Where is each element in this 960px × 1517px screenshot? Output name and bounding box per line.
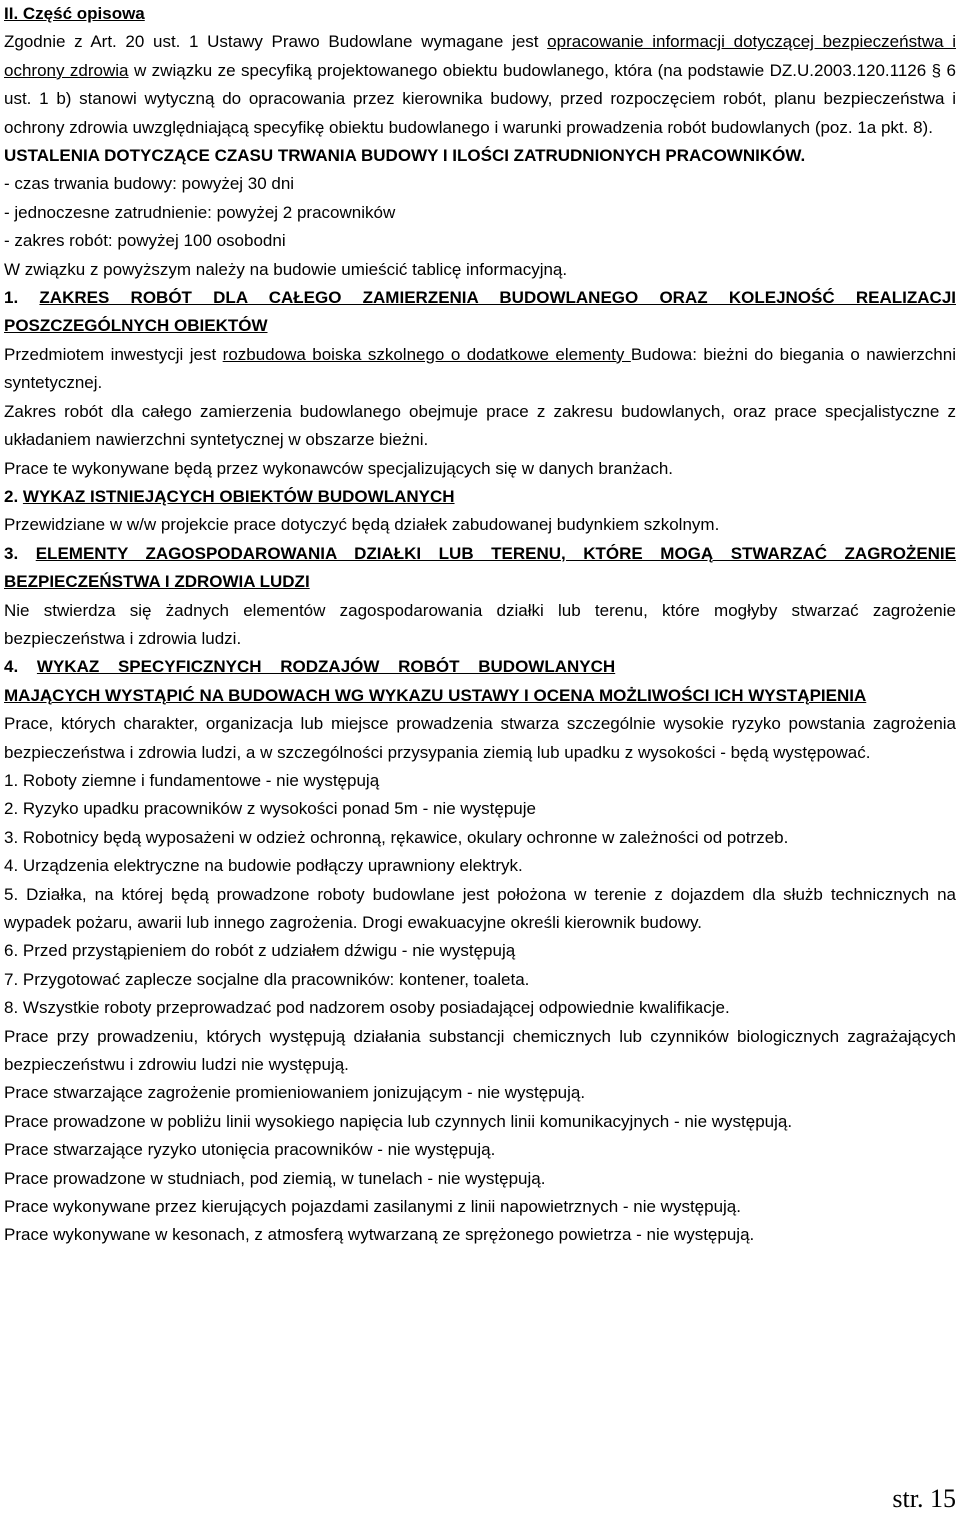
section-2-heading [4, 483, 956, 511]
closing-paragraph: Prace prowadzone w studniach, pod ziemią, w tunelach - nie występują. [4, 1168, 546, 1188]
list-item: 1. Roboty ziemne i fundamentowe - nie występują [4, 770, 380, 790]
list-item: 4. Urządzenia elektryczne na budowie podłączy uprawniony elektryk. [4, 856, 523, 876]
list-item: 5. Działka, na której będą prowadzone roboty budowlane jest położona w terenie z dojazdem dla służb technicznych na wypadek pożaru, awarii lub innego zagrożenia. Drogi ewakuacyjne określi kierownik budowy. [4, 884, 956, 932]
list-item: 2. Ryzyko upadku pracowników z wysokości ponad 5m - nie występuje [4, 799, 536, 819]
section-1-heading [4, 284, 956, 341]
section-4-title-line-1: WYKAZ SPECYFICZNYCH RODZAJÓW ROBÓT BUDOWLANYCH [36, 657, 616, 677]
section-title: II. Część opisowa [4, 4, 145, 23]
closing-paragraph: Prace wykonywane w kesonach, z atmosferą wytwarzaną ze sprężonego powietrza - nie występują. [4, 1225, 755, 1245]
ustalenia-line: W związku z powyższym należy na budowie umieścić tablicę informacyjną. [4, 259, 568, 279]
intro-text-1: Zgodnie z Art. 20 ust. 1 Ustawy Prawo Budowlane wymagane jest [4, 32, 548, 52]
closing-paragraph: Prace stwarzające ryzyko utonięcia pracowników - nie występują. [4, 1140, 496, 1160]
list-item: 6. Przed przystąpieniem do robót z udziałem dźwigu - nie występują [4, 941, 516, 961]
section-1-number: 1. [4, 288, 19, 308]
section-2-paragraph: Przewidziane w w/w projekcie prace dotyczyć będą działek zabudowanej budynkiem szkolnym. [4, 515, 720, 535]
section-1-paragraph [4, 341, 956, 398]
section-4-heading [4, 653, 956, 681]
section-3-number: 3. [4, 543, 19, 563]
section-1-paragraph: Zakres robót dla całego zamierzenia budowlanego obejmuje prace z zakresu budowlanych, oraz prace specjalistyczne z układaniem nawierzchni syntetycznej w obszarze bieżni. [4, 401, 956, 450]
list-item: 8. Wszystkie roboty przeprowadzać pod nadzorem osoby posiadającej odpowiednie kwalifikacje. [4, 998, 730, 1018]
section-4-title-line-2: MAJĄCYCH WYSTĄPIĆ NA BUDOWACH WG WYKAZU USTAWY I OCENA MOŻLIWOŚCI ICH WYSTĄPIENIA [4, 685, 867, 705]
section-3-title: ELEMENTY ZAGOSPODAROWANIA DZIAŁKI LUB TERENU, KTÓRE MOGĄ STWARZAĆ ZAGROŻENIE BEZPIECZEŃSTWA I ZDROWIA LUDZI [4, 543, 956, 592]
closing-paragraph: Prace przy prowadzeniu, których występują działania substancji chemicznych lub czynników biologicznych zagrażających bezpieczeństwu i zdrowiu ludzi nie występują. [4, 1026, 956, 1075]
section-4-paragraph: Prace, których charakter, organizacja lub miejsce prowadzenia stwarza szczególnie wysokie ryzyko powstania zagrożenia bezpieczeństwa i zdrowia ludzi, a w szczególności przysypania ziemią lub upadku z wysokości - będą występować. [4, 714, 956, 762]
ustalenia-line: - czas trwania budowy: powyżej 30 dni [4, 174, 295, 194]
closing-paragraph: Prace wykonywane przez kierujących pojazdami zasilanymi z linii napowietrznych - nie występują. [4, 1197, 741, 1217]
section-3-heading [4, 540, 956, 597]
closing-paragraph: Prace prowadzone w pobliżu linii wysokiego napięcia lub czynnych linii komunikacyjnych - nie występują. [4, 1111, 793, 1131]
closing-paragraph: Prace stwarzające zagrożenie promieniowaniem jonizującym - nie występują. [4, 1083, 586, 1103]
intro-underlined-text: opracowanie informacji dotyczącej bezpieczeństwa i ochrony zdrowia [4, 32, 956, 80]
intro-paragraph [4, 28, 956, 142]
page-number: str. 15 [892, 1484, 956, 1513]
section-3-paragraph: Nie stwierdza się żadnych elementów zagospodarowania działki lub terenu, które mogłyby stwarzać zagrożenie bezpieczeństwa i zdrowia ludzi. [4, 600, 956, 648]
section-1-text-2: Budowa: bieżni do biegania o nawierzchni syntetycznej. [4, 344, 956, 393]
section-1-paragraph: Prace te wykonywane będą przez wykonawców specjalizujących się w danych branżach. [4, 458, 674, 478]
section-2-title: WYKAZ ISTNIEJĄCYCH OBIEKTÓW BUDOWLANYCH [22, 486, 455, 506]
list-item: 3. Robotnicy będą wyposażeni w odzież ochronną, rękawice, okulary ochronne w zależności od potrzeb. [4, 827, 789, 847]
list-item: 7. Przygotować zaplecze socjalne dla pracowników: kontener, toaleta. [4, 969, 530, 989]
ustalenia-line: - zakres robót: powyżej 100 osobodni [4, 231, 286, 251]
ustalenia-line: - jednoczesne zatrudnienie: powyżej 2 pracowników [4, 202, 396, 222]
section-1-text-1: Przedmiotem inwestycji jest [4, 344, 223, 364]
ustalenia-heading: USTALENIA DOTYCZĄCE CZASU TRWANIA BUDOWY I ILOŚCI ZATRUDNIONYCH PRACOWNIKÓW. [4, 146, 806, 166]
section-4-heading-line-2 [4, 682, 956, 710]
section-1-title: ZAKRES ROBÓT DLA CAŁEGO ZAMIERZENIA BUDOWLANEGO ORAZ KOLEJNOŚĆ REALIZACJI POSZCZEGÓLNYCH OBIEKTÓW [4, 288, 956, 336]
section-1-underlined-text: rozbudowa boiska szkolnego o dodatkowe elementy [222, 344, 631, 364]
section-4-number: 4. [4, 657, 19, 677]
section-2-number: 2. [4, 486, 19, 506]
intro-text-2: w związku ze specyfiką projektowanego obiektu budowlanego, która (na podstawie DZ.U.2003.120.1126 § 6 ust. 1 b) stanowi wytyczną do opracowania przez kierownika budowy, przed rozpoczęciem robót, planu bezpieczeństwa i ochrony zdrowia uwzględniającą specyfikę obiektu budowlanego i warunki prowadzenia robót budowlanych (poz. 1a pkt. 8). [4, 60, 956, 137]
